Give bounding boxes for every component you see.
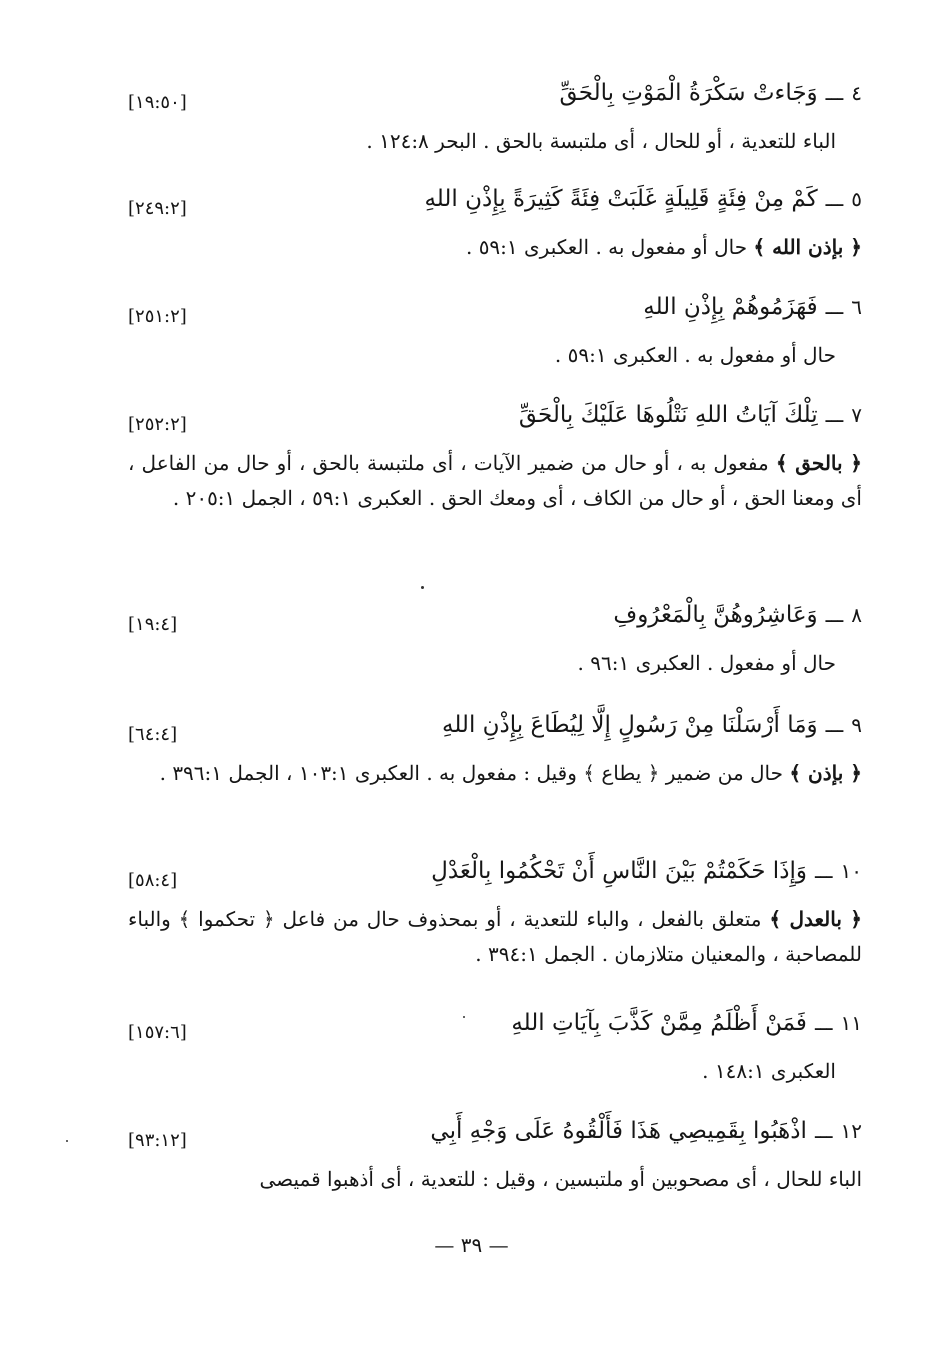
entry-9	[128, 712, 862, 791]
note-term: ﴿ بإذن ﴾	[789, 761, 862, 785]
note-text: مفعول به ، أو حال من ضمير الآيات ، أى ملتبسة بالحق ، أو حال من الفاعل ، أى ومعنا الحق ، أو حال من الكاف ، أى ومعك الحق . العكبرى ٥٩:١ ، الجمل ٢٠٥:١ .	[128, 451, 862, 510]
grammar-note	[128, 230, 862, 265]
scan-speck	[66, 1140, 68, 1142]
dash: ـــ	[814, 1119, 833, 1143]
note-text: حال من ضمير ﴿ يطاع ﴾ وقيل : مفعول به . العكبرى ١٠٣:١ ، الجمل ٣٩٦:١ .	[159, 761, 790, 785]
verse-reference: [١٩:٥٠]	[128, 92, 187, 113]
quran-verse: وَإِذَا حَكَمْتُمْ بَيْنَ النَّاسِ أَنْ تَحْكُمُوا بِالْعَدْلِ	[431, 858, 807, 884]
verse-line	[128, 80, 862, 124]
grammar-note	[128, 756, 862, 791]
quran-verse: فَهَزَمُوهُمْ بِإِذْنِ اللهِ	[643, 294, 818, 320]
entry-number: ٦	[851, 295, 862, 319]
dash: ـــ	[825, 603, 844, 627]
note-text: حال أو مفعول . العكبرى ٩٦:١ .	[577, 651, 836, 675]
dash: ـــ	[825, 403, 844, 427]
note-term: ﴿ بالعدل ﴾	[769, 907, 863, 931]
quran-verse: وَجَاءتْ سَكْرَةُ الْمَوْتِ بِالْحَقِّ	[559, 80, 818, 106]
scan-speck	[421, 586, 424, 589]
entry-11	[128, 1010, 862, 1089]
verse-reference: [٢٥٢:٢]	[128, 414, 187, 435]
note-text: الباء للتعدية ، أو للحال ، أى ملتبسة بالحق . البحر ١٢٤:٨ .	[366, 129, 836, 153]
entry-8	[128, 602, 862, 681]
note-text: متعلق بالفعل ، والباء للتعدية ، أو بمحذوف حال من فاعل ﴿ تحكموا ﴾ والباء للمصاحبة ، والمعنيان متلازمان . الجمل ٣٩٤:١ .	[128, 907, 862, 966]
grammar-note	[128, 1162, 862, 1197]
quran-verse: فَمَنْ أَظْلَمُ مِمَّنْ كَذَّبَ بِآيَاتِ اللهِ	[511, 1010, 807, 1036]
note-text: العكبرى ١٤٨:١ .	[702, 1059, 836, 1083]
grammar-note	[128, 646, 862, 681]
grammar-note	[128, 902, 862, 972]
dash: ـــ	[825, 295, 844, 319]
verse-reference: [١٩:٤]	[128, 614, 178, 635]
verse-reference: [٦٤:٤]	[128, 724, 178, 745]
verse-line	[128, 602, 862, 646]
entry-7	[128, 402, 862, 516]
quran-verse: تِلْكَ آيَاتُ اللهِ نَتْلُوهَا عَلَيْكَ بِالْحَقِّ	[518, 402, 818, 428]
dash: ـــ	[814, 1011, 833, 1035]
grammar-note	[128, 1054, 862, 1089]
entry-number: ١٢	[840, 1119, 862, 1143]
verse-line	[128, 858, 862, 902]
entry-number: ٨	[851, 603, 862, 627]
note-term: ﴿ بالحق ﴾	[775, 451, 862, 475]
verse-reference: [١٥٧:٦]	[128, 1022, 187, 1043]
verse-reference: [٩٣:١٢]	[128, 1130, 187, 1151]
entry-10	[128, 858, 862, 972]
verse-line	[128, 294, 862, 338]
dash: ـــ	[825, 81, 844, 105]
grammar-note	[128, 446, 862, 516]
grammar-note	[128, 338, 862, 373]
verse-reference: [٥٨:٤]	[128, 870, 178, 891]
quran-verse: كَمْ مِنْ فِئَةٍ قَلِيلَةٍ غَلَبَتْ فِئَةً كَثِيرَةً بِإِذْنِ اللهِ	[424, 186, 818, 212]
verse-line	[128, 1118, 862, 1162]
page-number: — ٣٩ —	[434, 1233, 509, 1257]
scan-speck	[463, 1016, 465, 1018]
note-text: حال أو مفعول به . العكبرى ٥٩:١ .	[554, 343, 836, 367]
quran-verse: اذْهَبُوا بِقَمِيصِي هَذَا فَأَلْقُوهُ عَلَى وَجْهِ أَبِي	[430, 1118, 807, 1144]
entry-number: ٩	[851, 713, 862, 737]
entry-5	[128, 186, 862, 265]
verse-line	[128, 712, 862, 756]
note-term: ﴿ بإذن الله ﴾	[753, 235, 862, 259]
verse-reference: [٢٤٩:٢]	[128, 198, 187, 219]
entry-number: ٥	[851, 187, 862, 211]
note-text: حال أو مفعول به . العكبرى ٥٩:١ .	[465, 235, 754, 259]
entry-number: ١٠	[840, 859, 862, 883]
entry-number: ١١	[840, 1011, 862, 1035]
dash: ـــ	[825, 713, 844, 737]
dash: ـــ	[825, 187, 844, 211]
entry-12	[128, 1118, 862, 1197]
entry-6	[128, 294, 862, 373]
dash: ـــ	[814, 859, 833, 883]
entry-4	[128, 80, 862, 159]
verse-line	[128, 1010, 862, 1054]
entry-number: ٧	[851, 403, 862, 427]
entry-number: ٤	[851, 81, 862, 105]
verse-line	[128, 186, 862, 230]
quran-verse: وَمَا أَرْسَلْنَا مِنْ رَسُولٍ إِلَّا لِيُطَاعَ بِإِذْنِ اللهِ	[441, 712, 818, 738]
verse-reference: [٢٥١:٢]	[128, 306, 187, 327]
verse-line	[128, 402, 862, 446]
note-text: الباء للحال ، أى مصحوبين أو ملتبسين ، وقيل : للتعدية ، أى أذهبوا قميصى	[259, 1167, 862, 1191]
grammar-note	[128, 124, 862, 159]
quran-verse: وَعَاشِرُوهُنَّ بِالْمَعْرُوفِ	[613, 602, 818, 628]
